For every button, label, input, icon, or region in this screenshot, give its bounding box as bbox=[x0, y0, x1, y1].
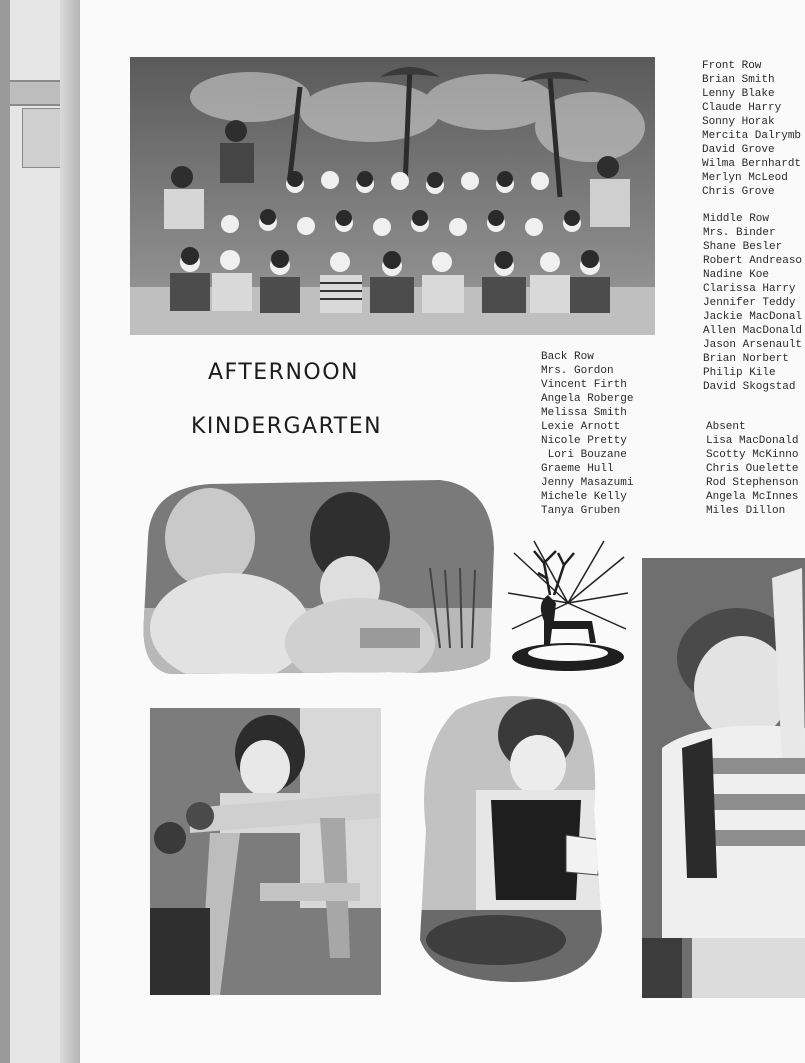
roster-name: David Grove bbox=[702, 144, 775, 156]
roster-name: Clarissa Harry bbox=[703, 283, 796, 295]
roster-name: Brian Norbert bbox=[703, 353, 789, 365]
yearbook-page bbox=[80, 0, 805, 1063]
roster-name: Lori Bouzane bbox=[541, 449, 627, 461]
roster-heading: Middle Row bbox=[703, 213, 770, 225]
roster-name: Chris Grove bbox=[702, 186, 775, 198]
roster-name: Angela McInnes bbox=[706, 491, 799, 503]
roster-name: Philip Kile bbox=[703, 367, 776, 379]
roster-name: Jackie MacDonal bbox=[703, 311, 803, 323]
roster-name: Angela Roberge bbox=[541, 393, 634, 405]
roster-name: Tanya Gruben bbox=[541, 505, 621, 517]
roster-name: Miles Dillon bbox=[706, 505, 786, 517]
page-shadow bbox=[60, 0, 80, 1063]
girl-with-clay-photo bbox=[416, 690, 606, 986]
roster-name: Shane Besler bbox=[703, 241, 783, 253]
front-row-roster bbox=[702, 59, 801, 199]
roster-heading: Back Row bbox=[541, 351, 594, 363]
roster-name: Rod Stephenson bbox=[706, 477, 799, 489]
roster-name: Lisa MacDonald bbox=[706, 435, 799, 447]
roster-name: Allen MacDonald bbox=[703, 325, 803, 337]
roster-name: Jason Arsenault bbox=[703, 339, 803, 351]
page-title-line-2: KINDERGARTEN bbox=[191, 414, 383, 439]
girls-drawing-photo bbox=[140, 478, 496, 678]
roster-name: Robert Andreaso bbox=[703, 255, 803, 267]
roster-name: Sonny Horak bbox=[702, 116, 775, 128]
scanner-edge bbox=[0, 0, 80, 1063]
roster-name: David Skogstad bbox=[703, 381, 796, 393]
binder-clip bbox=[22, 108, 64, 168]
roster-name: Lexie Arnott bbox=[541, 421, 621, 433]
roster-name: Mrs. Gordon bbox=[541, 365, 614, 377]
stag-emblem-icon bbox=[504, 533, 632, 681]
boy-with-phones-photo bbox=[150, 708, 381, 995]
roster-name: Brian Smith bbox=[702, 74, 775, 86]
back-row-roster bbox=[541, 350, 633, 518]
roster-name: Mrs. Binder bbox=[703, 227, 776, 239]
roster-heading: Absent bbox=[706, 421, 746, 433]
roster-name: Michele Kelly bbox=[541, 491, 627, 503]
roster-name: Chris Ouelette bbox=[706, 463, 799, 475]
absent-roster bbox=[706, 420, 798, 518]
roster-name: Lenny Blake bbox=[702, 88, 775, 100]
roster-name: Vincent Firth bbox=[541, 379, 627, 391]
page-title-line-1: AFTERNOON bbox=[208, 360, 359, 385]
class-group-photo bbox=[130, 57, 655, 335]
roster-name: Melissa Smith bbox=[541, 407, 627, 419]
roster-heading: Front Row bbox=[702, 60, 762, 72]
roster-name: Wilma Bernhardt bbox=[702, 158, 802, 170]
roster-name: Claude Harry bbox=[702, 102, 782, 114]
laughing-boy-photo bbox=[642, 558, 805, 998]
binder-rail bbox=[0, 0, 10, 1063]
roster-name: Nadine Koe bbox=[703, 269, 770, 281]
roster-name: Scotty McKinno bbox=[706, 449, 799, 461]
roster-name: Jenny Masazumi bbox=[541, 477, 634, 489]
roster-name: Mercita Dalrymb bbox=[702, 130, 802, 142]
roster-name: Graeme Hull bbox=[541, 463, 614, 475]
roster-name: Merlyn McLeod bbox=[702, 172, 788, 184]
roster-name: Nicole Pretty bbox=[541, 435, 627, 447]
roster-name: Jennifer Teddy bbox=[703, 297, 796, 309]
middle-row-roster bbox=[703, 212, 802, 394]
